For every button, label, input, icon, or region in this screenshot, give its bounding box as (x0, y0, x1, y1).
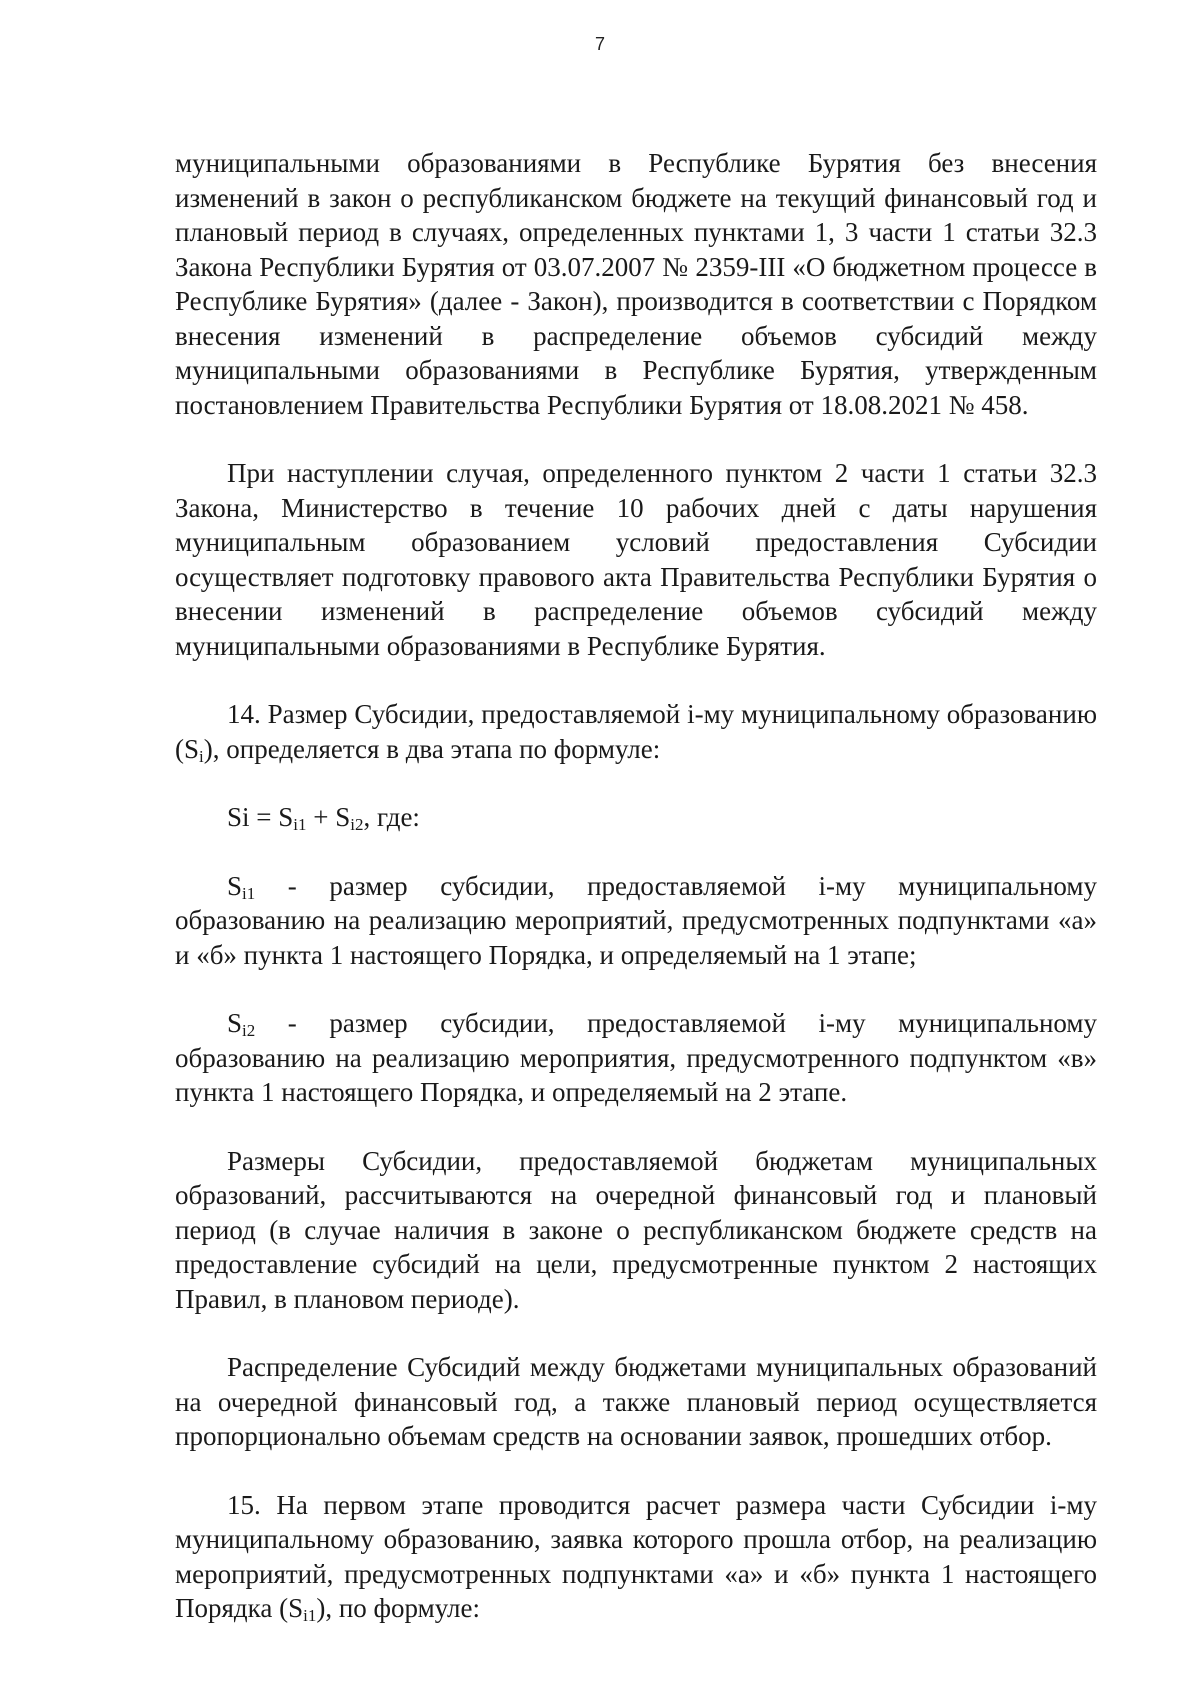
formula-sub-i2: i2 (350, 815, 364, 834)
definition-si2-symbol: S (227, 1008, 243, 1038)
formula-tail: , где: (363, 802, 420, 832)
paragraph-violation-case: При наступлении случая, определенного пунктом 2 части 1 статьи 32.3 Закона, Министерство в течение 10 рабочих дней с даты нарушения муниципальным образованием условий предоставления Субсидии осуществляет подготовку правового акта Правительства Республики Бурятия о внесении изменений в распределение объемов субсидий между муниципальными образованиями в Республике Бурятия. (175, 458, 1097, 661)
definition-si1-subscript: i1 (242, 883, 256, 903)
paragraph-item-15 (175, 1488, 1097, 1626)
item-14-text-before: 14. Размер Субсидии, предоставляемой i-му муниципальному образованию (S (175, 699, 1097, 764)
document-body (175, 146, 1097, 1660)
definition-si2-subscript: i2 (242, 1021, 256, 1040)
paragraph-subsidy-sizes: Размеры Субсидии, предоставляемой бюджетам муниципальных образований, рассчитываются на очередной финансовый год и плановый период (в случае наличия в законе о республиканском бюджете средств на предоставление субсидий на цели, предусмотренные пунктом 2 настоящих Правил, в плановом периоде). (175, 1145, 1097, 1314)
definition-si2-text: - размер субсидии, предоставляемой i-му муниципальному образованию на реализацию мероприятия, предусмотренного подпунктом «в» пункта 1 настоящего Порядка, и определяемый на 2 этапе. (175, 1008, 1097, 1107)
item-14-subscript: i (199, 746, 204, 766)
paragraph-item-14 (175, 697, 1097, 766)
paragraph-continuation: муниципальными образованиями в Республике Бурятия без внесения изменений в закон о республиканском бюджете на текущий финансовый год и плановый период в случаях, определенных пунктами 1, 3 части 1 статьи 32.3 Закона Республики Бурятия от 03.07.2007 № 2359-III «О бюджетном процессе в Республике Бурятия» (далее - Закон), производится в соответствии с Порядком внесения изменений в распределение объемов субсидий между муниципальными образованиями в Республике Бурятия, утвержденным постановлением Правительства Республики Бурятия от 18.08.2021 № 458. (175, 148, 1097, 420)
definition-si1-symbol: S (227, 870, 243, 901)
formula-lhs: Si = S (227, 802, 294, 832)
item-15-text-before: 15. На первом этапе проводится расчет размера части Субсидии i-му муниципальному образованию, заявка которого прошла отбор, на реализацию мероприятий, предусмотренных подпунктами «а» и «б» пункта 1 настоящего Порядка (S (175, 1489, 1097, 1623)
formula-si (175, 800, 1097, 835)
item-15-text-after: ), по формуле: (316, 1593, 480, 1623)
definition-si2 (175, 1006, 1097, 1110)
formula-sub-i1: i1 (293, 815, 307, 834)
item-14-text-after: ), определяется в два этапа по формуле: (203, 733, 661, 764)
page-number: 7 (594, 34, 605, 54)
definition-si1-text: - размер субсидии, предоставляемой i-му муниципальному образованию на реализацию мероприятий, предусмотренных подпунктами «а» и «б» пункта 1 настоящего Порядка, и определяемый на 1 этапе; (175, 870, 1097, 970)
definition-si1 (175, 869, 1097, 973)
paragraph-subsidy-distribution: Распределение Субсидий между бюджетами муниципальных образований на очередной финансовый год, а также плановый период осуществляется пропорционально объемам средств на основании заявок, прошедших отбор. (175, 1352, 1097, 1451)
formula-plus: + S (306, 802, 351, 832)
item-15-subscript: i1 (303, 1606, 317, 1625)
